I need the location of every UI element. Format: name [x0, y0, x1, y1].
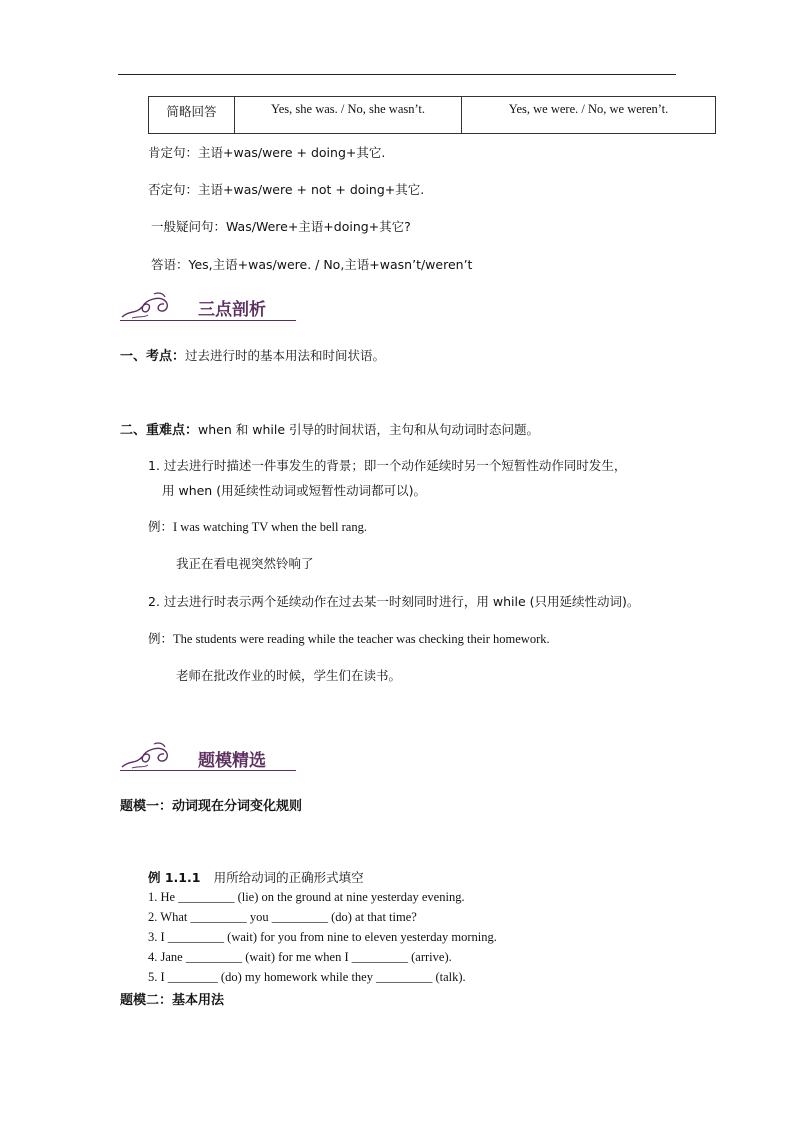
short-answer-table: [148, 96, 716, 134]
table-cell: Yes, she was. / No, she wasn’t.: [235, 97, 462, 134]
exercise-item: 5. I ________ (do) my homework while they _________ (talk).: [148, 970, 466, 984]
point-1-label: 一、考点：: [120, 349, 186, 364]
point-1-text: 过去进行时的基本用法和时间状语。: [185, 348, 386, 363]
example-number: 例 1.1.1: [148, 870, 201, 885]
exercise-item: 3. I _________ (wait) for you from nine to eleven yesterday morning.: [148, 930, 497, 944]
rule-answer: 答语：Yes,主语+was/were. / No,主语+wasn’t/weren’t: [151, 257, 473, 272]
rule-question: 一般疑问句：Was/Were+主语+doing+其它?: [151, 219, 411, 234]
exercise-item: 4. Jane _________ (wait) for me when I _________ (arrive).: [148, 950, 452, 964]
example-1-en: I was watching TV when the bell rang.: [173, 520, 367, 534]
header-rule: [118, 74, 676, 75]
example-1-cn: 我正在看电视突然铃响了: [176, 556, 314, 571]
flourish-ornament-icon: [118, 290, 180, 320]
example-2-en: The students were reading while the teacher was checking their homework.: [173, 632, 550, 646]
example-label: 例：: [148, 519, 174, 534]
example-instruction: 用所给动词的正确形式填空: [213, 870, 364, 885]
section-underline: [120, 770, 296, 771]
section-underline: [120, 320, 296, 321]
point-2: [120, 419, 539, 438]
rule-affirmative: 肯定句：主语+was/were + doing+其它.: [148, 145, 386, 160]
example-label: 例：: [148, 631, 174, 646]
model-2-heading: 题模二：基本用法: [120, 993, 225, 1008]
table-cell: 简略回答: [149, 97, 235, 134]
exercise-item: 1. He _________ (lie) on the ground at nine yesterday evening.: [148, 890, 465, 904]
item-2: 2. 过去进行时表示两个延续动作在过去某一时刻同时进行，用 while (只用延续性动词)。: [148, 594, 640, 609]
point-1: [120, 345, 385, 364]
section-title-analysis: 三点剖析: [198, 300, 266, 320]
table-cell: Yes, we were. / No, we weren’t.: [462, 97, 716, 134]
rule-negative: 否定句：主语+was/were + not + doing+其它.: [148, 182, 425, 197]
item-1-line-1: 1. 过去进行时描述一件事发生的背景；即一个动作延续时另一个短暂性动作同时发生，: [148, 458, 627, 473]
model-1-heading: 题模一：动词现在分词变化规则: [120, 799, 303, 814]
example-heading: [148, 868, 364, 886]
exercise-item: 2. What _________ you _________ (do) at that time?: [148, 910, 417, 924]
example-1: [148, 517, 367, 535]
table-row: [149, 97, 716, 134]
flourish-ornament-icon: [118, 740, 180, 770]
example-2: [148, 629, 550, 647]
point-2-label: 二、重难点：: [120, 423, 199, 438]
section-title-selected-models: 题模精选: [198, 751, 266, 771]
item-1-line-2: 用 when (用延续性动词或短暂性动词都可以)。: [162, 483, 426, 498]
example-2-cn: 老师在批改作业的时候，学生们在读书。: [176, 668, 402, 683]
point-2-text: when 和 while 引导的时间状语，主句和从句动词时态问题。: [198, 422, 539, 437]
